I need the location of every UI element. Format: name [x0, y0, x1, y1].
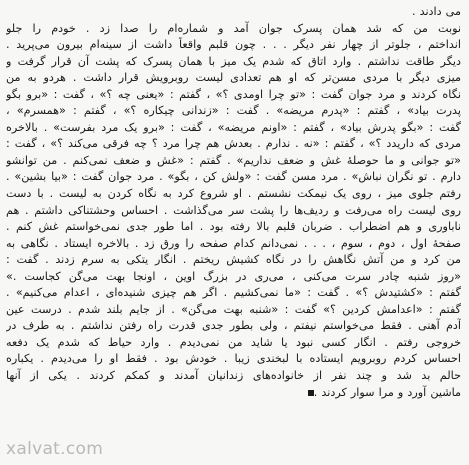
- text-line: گفتم : «اعدامش کردین ؟» گفت : «شنبه بهت می‌گن» . از جایم بلند شدم . درست عین: [6, 302, 461, 316]
- text-line: انداختم ، جلوتر از چهار نفر دیگر . . . چون قلبم واقعاً داشت از سینه‌ام بیرون می‌پرید .: [6, 38, 461, 52]
- text-line: من کرد و من آتش نگاهش را در نگاه کشیش ریختم . انگار یتکی به سرم زدند . گفت :: [6, 253, 461, 267]
- watermark: xalvat.com: [6, 439, 104, 459]
- text-line: آدم آهنی . فقط می‌خواستم نیفتم ، ولی بطور جدی قدرت راه رفتن نداشتم . به طرف در: [6, 319, 461, 333]
- body-text: [6, 4, 461, 401]
- text-line: نگاه کردند و مرد جوان گفت : «تو چرا اومدی ؟» ، گفتم : «یعنی چه ؟» ، گفت : «برو بگو: [6, 87, 461, 101]
- text-line: دارم . تو نگران نباش» . مرد مسن گفت : «ولش کن ، بگو» . مرد جوان گفت : «بیا بشین» .: [6, 170, 461, 184]
- text-line: ناباوری و هم اضطراب . ضربان قلبم بالا رفته بود . اما طور جدی نمی‌خواستم غش کنم .: [6, 220, 461, 234]
- text-line: احساس کردم روبرویم ایستاده با لبخندی زیبا . خودش بود . فقط او را می‌دیدم . یکباره: [6, 352, 461, 366]
- text-line: میزی دیگر با مردی مسن‌تر که او هم تعدادی لیست روبرویش قرار داشت . هردو به من: [6, 71, 461, 85]
- text-line: گفتم : «کشتیدش ؟» . گفت : «ما نمی‌کشیم . اگر هم چیزی شنیده‌ای ، اعدام می‌کنیم» .: [6, 286, 461, 300]
- text-line: دیگر طاقت نداشتم . وارد اتاق که شدم یک میز با همان پسرک که پشت آن قرار گرفت و: [6, 54, 461, 68]
- text-line-last: [6, 385, 461, 402]
- text-line: پدرت بیاد» ، گفتم : «پدرم مریضه» . گفت : «زندانی چیکاره ؟» ، گفتم : «همسرم» ،: [6, 104, 461, 118]
- text-line: مردی که داریدد ؟» ، گفتم : «نه . ندارم . بعدش هم چرا مرد ؟ چه فرقی می‌کند ؟» ، گفت :: [6, 137, 461, 151]
- text-line: «تو جوانی و ما حوصلهٔ غش و ضعف نداریم» . گفتم : «غش و ضعف نمی‌کنم . من توانشو: [6, 153, 461, 167]
- text-line: روی لیست راه می‌رفت و ردیف‌ها را پشت سر می‌گذاشت . احساس وحشتناکی داشتم . هم: [6, 203, 461, 217]
- text-line: حالم بد شد و چند نفر از خانواده‌های زندانیان آمدند و کمکم کردند . یکی از آنها: [6, 369, 461, 383]
- text-line: صفحهٔ اول ، دوم ، سوم ، . . . نمی‌دانم کدام صفحه را ورق زد . بالاخره ایستاد . نگاهی به: [6, 236, 461, 250]
- text-line: نوبت من که شد همان پسرک جوان آمد و شماره‌ام را صدا زد . خودم را جلو: [6, 21, 461, 35]
- text-line: رفتم جلوی میز ، روی یک نیمکت نشستم . او شروع کرد به نگاه کردن به لیست . با دست: [6, 187, 461, 201]
- text-line: می دادند .: [411, 5, 461, 18]
- last-line-text: ماشین آورد و مرا سوار کردند .: [313, 385, 461, 399]
- text-line: گفت : «بگو پدرش بیاد» ، گفتم : «اونم مریضه» ، گفت : «برو یک مرد بفرست» . بالاخره: [6, 120, 461, 134]
- text-line: خروجی رفتم . انگار کسی نبود یا شاید من نمی‌دیدم . وارد حیاط که شدم یک دفعه: [6, 335, 461, 349]
- text-line: «روز شنبه چادر سرت می‌کنی ، می‌ری در بزرگ اوین ، اونجا بهت می‌گن کجاست .»: [6, 269, 461, 283]
